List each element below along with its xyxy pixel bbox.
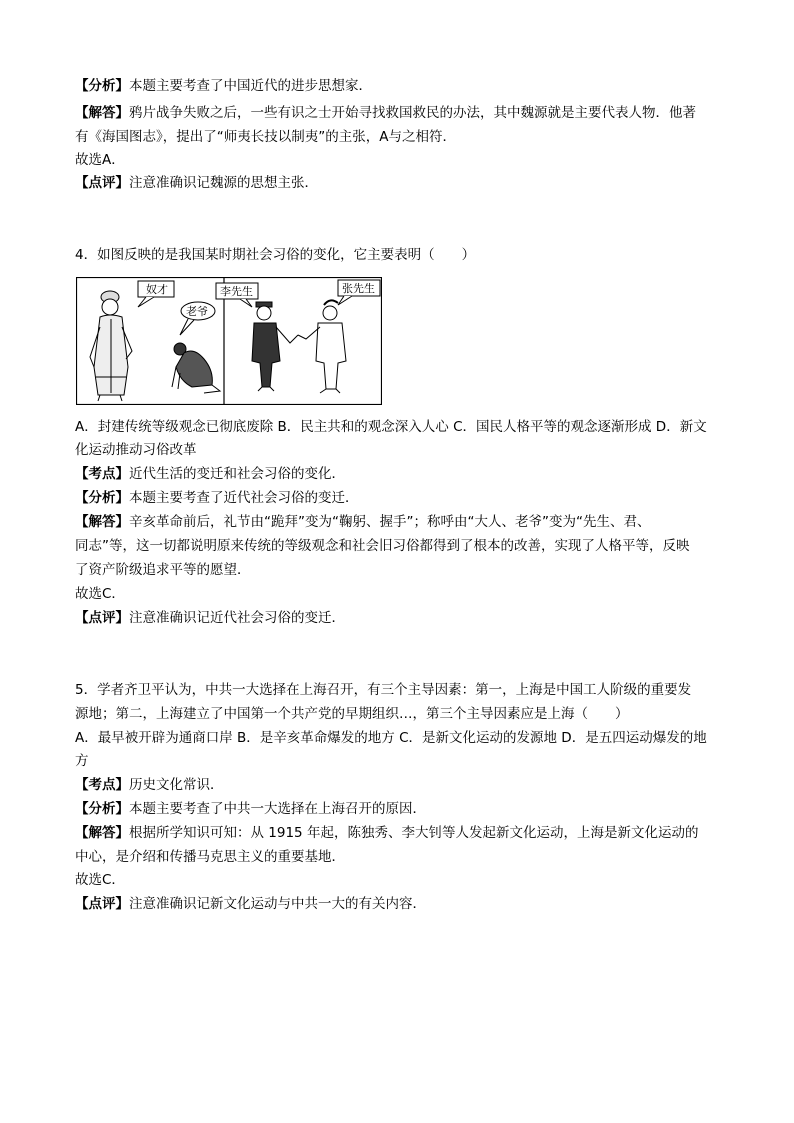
- analysis-text: 本题主要考查了中共一大选择在上海召开的原因．: [129, 801, 426, 817]
- q4-point-line: [75, 464, 345, 484]
- label-zhang: 张先生: [342, 282, 375, 295]
- q4-comment-line: [75, 608, 345, 628]
- answer-tag: 【解答】: [75, 105, 129, 121]
- answer-text: 鸦片战争失败之后，一些有识之士开始寻找救国救民的办法，其中魏源就是主要代表人物．他著: [129, 105, 696, 121]
- q5-options-line-2: 方: [75, 753, 89, 769]
- q5-answer-line-2: 中心，是介绍和传播马克思主义的重要基地．: [75, 849, 345, 865]
- q4-answer-line-3: 了资产阶级追求平等的愿望．: [75, 562, 251, 578]
- q3-answer-line-1: [75, 103, 696, 123]
- label-li: 李先生: [220, 285, 253, 298]
- answer-tag: 【解答】: [75, 825, 129, 841]
- comment-text: 注意准确识记魏源的思想主张．: [129, 175, 318, 191]
- point-tag: 【考点】: [75, 777, 129, 793]
- q5-comment-line: [75, 894, 426, 914]
- q4-options-line-1: A．封建传统等级观念已彻底废除 B．民主共和的观念深入人心 C．国民人格平等的观念逐渐形成 D．新文: [75, 419, 707, 435]
- q5-point-line: [75, 775, 224, 795]
- point-text: 近代生活的变迁和社会习俗的变化．: [129, 466, 345, 482]
- q4-stem: 4．如图反映的是我国某时期社会习俗的变化，它主要表明（ ）: [75, 247, 476, 263]
- q5-answer-line-1: [75, 823, 698, 843]
- analysis-tag: 【分析】: [75, 801, 129, 817]
- q5-options-line-1: A．最早被开辟为通商口岸 B．是辛亥革命爆发的地方 C．是新文化运动的发源地 D．是五四运动爆发的地: [75, 730, 707, 746]
- q4-answer-line-2: 同志”等，这一切都说明原来传统的等级观念和社会旧习俗都得到了根本的改善，实现了人格平等，反映: [75, 538, 690, 554]
- q5-analysis-line: [75, 799, 426, 819]
- label-master: 老爷: [186, 305, 208, 318]
- label-servant: 奴才: [146, 283, 168, 296]
- answer-text: 根据所学知识可知：从 1915 年起，陈独秀、李大钊等人发起新文化运动，上海是新文化运动的: [129, 825, 699, 841]
- comment-text: 注意准确识记近代社会习俗的变迁．: [129, 610, 345, 626]
- q5-stem-line-2: 源地；第二，上海建立了中国第一个共产党的早期组织…，第三个主导因素应是上海（ ）: [75, 706, 629, 722]
- q5-stem-line-1: 5．学者齐卫平认为，中共一大选择在上海召开，有三个主导因素：第一，上海是中国工人阶级的重要发: [75, 682, 692, 698]
- comment-tag: 【点评】: [75, 610, 129, 626]
- analysis-tag: 【分析】: [75, 490, 129, 506]
- q3-analysis-line: [75, 76, 372, 96]
- comment-tag: 【点评】: [75, 175, 129, 191]
- q5-choose: 故选C．: [75, 872, 125, 888]
- answer-text: 辛亥革命前后，礼节由“跪拜”变为“鞠躬、握手”；称呼由“大人、老爷”变为“先生、君、: [129, 514, 651, 530]
- analysis-text: 本题主要考查了中国近代的进步思想家．: [129, 78, 372, 94]
- q3-choose: 故选A．: [75, 152, 125, 168]
- q4-analysis-line: [75, 488, 359, 508]
- comment-text: 注意准确识记新文化运动与中共一大的有关内容．: [129, 896, 426, 912]
- point-text: 历史文化常识．: [129, 777, 224, 793]
- analysis-tag: 【分析】: [75, 78, 129, 94]
- q4-choose: 故选C．: [75, 586, 125, 602]
- q3-answer-line-2: 有《海国图志》，提出了“师夷长技以制夷”的主张，A与之相符．: [75, 129, 456, 145]
- point-tag: 【考点】: [75, 466, 129, 482]
- q4-options-line-2: 化运动推动习俗改革: [75, 442, 197, 458]
- q4-answer-line-1: [75, 512, 650, 532]
- analysis-text: 本题主要考查了近代社会习俗的变迁．: [129, 490, 359, 506]
- q3-comment-line: [75, 173, 318, 193]
- comment-tag: 【点评】: [75, 896, 129, 912]
- answer-tag: 【解答】: [75, 514, 129, 530]
- q4-cartoon-figure: [76, 277, 382, 405]
